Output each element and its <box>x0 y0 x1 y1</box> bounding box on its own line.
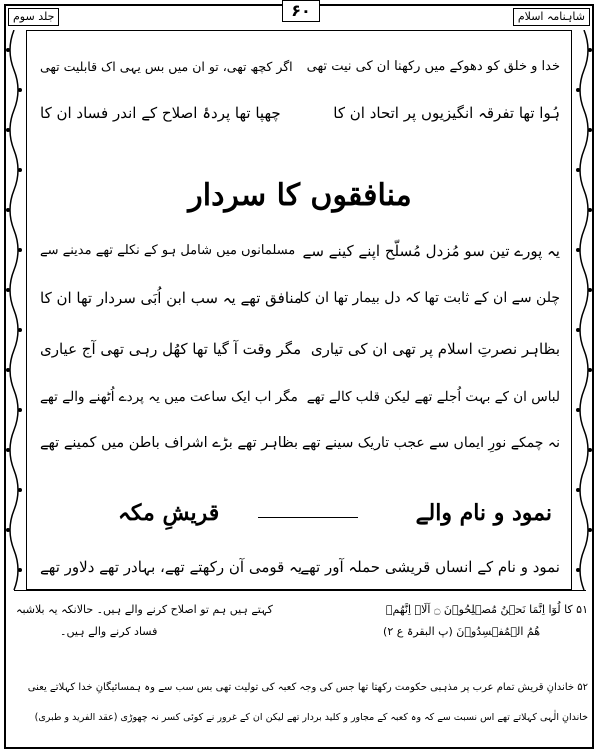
footnote-text: خاندانِ الٰہی کہلاتے تھے اس نسبت سے کہ وہ کعبہ کے مجاور و کلید بردار تھے لیکن ان کے غرور نے کوئی کسر نہ چھوڑی (عقد الفرید و طبری) <box>34 712 588 723</box>
verse-line: چھپا تھا پردۂ اصلاح کے اندر فساد ان کا <box>40 104 281 122</box>
subheading-left: قریشِ مکہ <box>118 500 220 526</box>
section-title: منافقوں کا سردار <box>188 178 412 213</box>
verse-line: مسلمانوں میں شامل ہو کے نکلے تھے مدینے سے <box>40 243 296 258</box>
verse-line: بظاہر تھے بڑے اشراف باطن میں کمینے تھے <box>40 435 299 451</box>
verse-line: مگر اب ایک ساعت میں یہ پردے اُٹھنے والے تھے <box>40 389 298 405</box>
verse-line: ہُوا تھا تفرقہ انگیزیوں پر اتحاد ان کا <box>333 104 560 122</box>
verse-line: نہ چمکے نورِ ایماں سے عجب تاریک سینے تھے <box>301 435 560 451</box>
subheading-rule <box>258 517 358 518</box>
book-title: شاہنامہ اسلام <box>513 8 590 26</box>
verse-line: خدا و خلق کو دھوکے میں رکھنا ان کی نیت تھی <box>306 59 560 74</box>
verse-line: یہ قومی آن رکھتے تھے، بہادر تھے دلاور تھے <box>40 558 303 576</box>
verse-line: مگر وقت آ گیا تھا کھُل رہی تھی آج عیاری <box>40 340 302 358</box>
vine-ornament-right-icon <box>574 30 594 590</box>
subheading-right: نمود و نام والے <box>415 500 552 526</box>
page-number: ۶۰ <box>282 0 320 22</box>
footnote-text: ۵۲ خاندانِ قریش تمام عرب پر مذہبی حکومت رکھتا تھا جس کی وجہ کعبہ کی تولیت تھی بس سب سے وہ ہمسائیگانِ خدا کہلاتے یعنی <box>27 682 588 693</box>
vine-ornament-left-icon <box>4 30 24 590</box>
footnote-divider <box>14 590 586 591</box>
volume-label: جلد سوم <box>8 8 59 26</box>
verse-line: بظاہر نصرتِ اسلام پر تھی ان کی تیاری <box>310 340 560 358</box>
verse-line: لباس ان کے بہت اُجلے تھے لیکن قلب کالے تھے <box>306 389 560 405</box>
verse-line: اگر کچھ تھی، تو ان میں بس یہی اک قابلیت تھی <box>40 59 293 74</box>
verse-line: منافق تھے یہ سب ابن اُبَی سردار تھا ان کا <box>40 289 302 307</box>
verse-line: یہ پورے تین سو مُزدل مُسلّح اپنے کینے سے <box>302 242 560 260</box>
footnote-text: فساد کرنے والے ہیں۔ <box>60 625 158 638</box>
verse-line: چلن سے ان کے ثابت تھا کہ دل بیمار تھا ان کا <box>299 290 560 306</box>
verse-line: نمود و نام کے انساں قریشی حملہ آور تھے <box>300 558 560 576</box>
footnote-text: ۵۱ کا لُوٓا اِنَّمَا نَحۡنُ مُصۡلِحُوۡنَ ۝ اَلَاۤ اِنَّهُمۡ <box>385 603 588 616</box>
footnote-text: کہتے ہیں ہم تو اصلاح کرنے والے ہیں۔ حالانکہ یہ بلاشبہ <box>16 603 273 616</box>
footnote-text: هُمُ الۡمُفۡسِدُوۡنَ (پ البقرۃ ع ۲) <box>383 625 540 638</box>
